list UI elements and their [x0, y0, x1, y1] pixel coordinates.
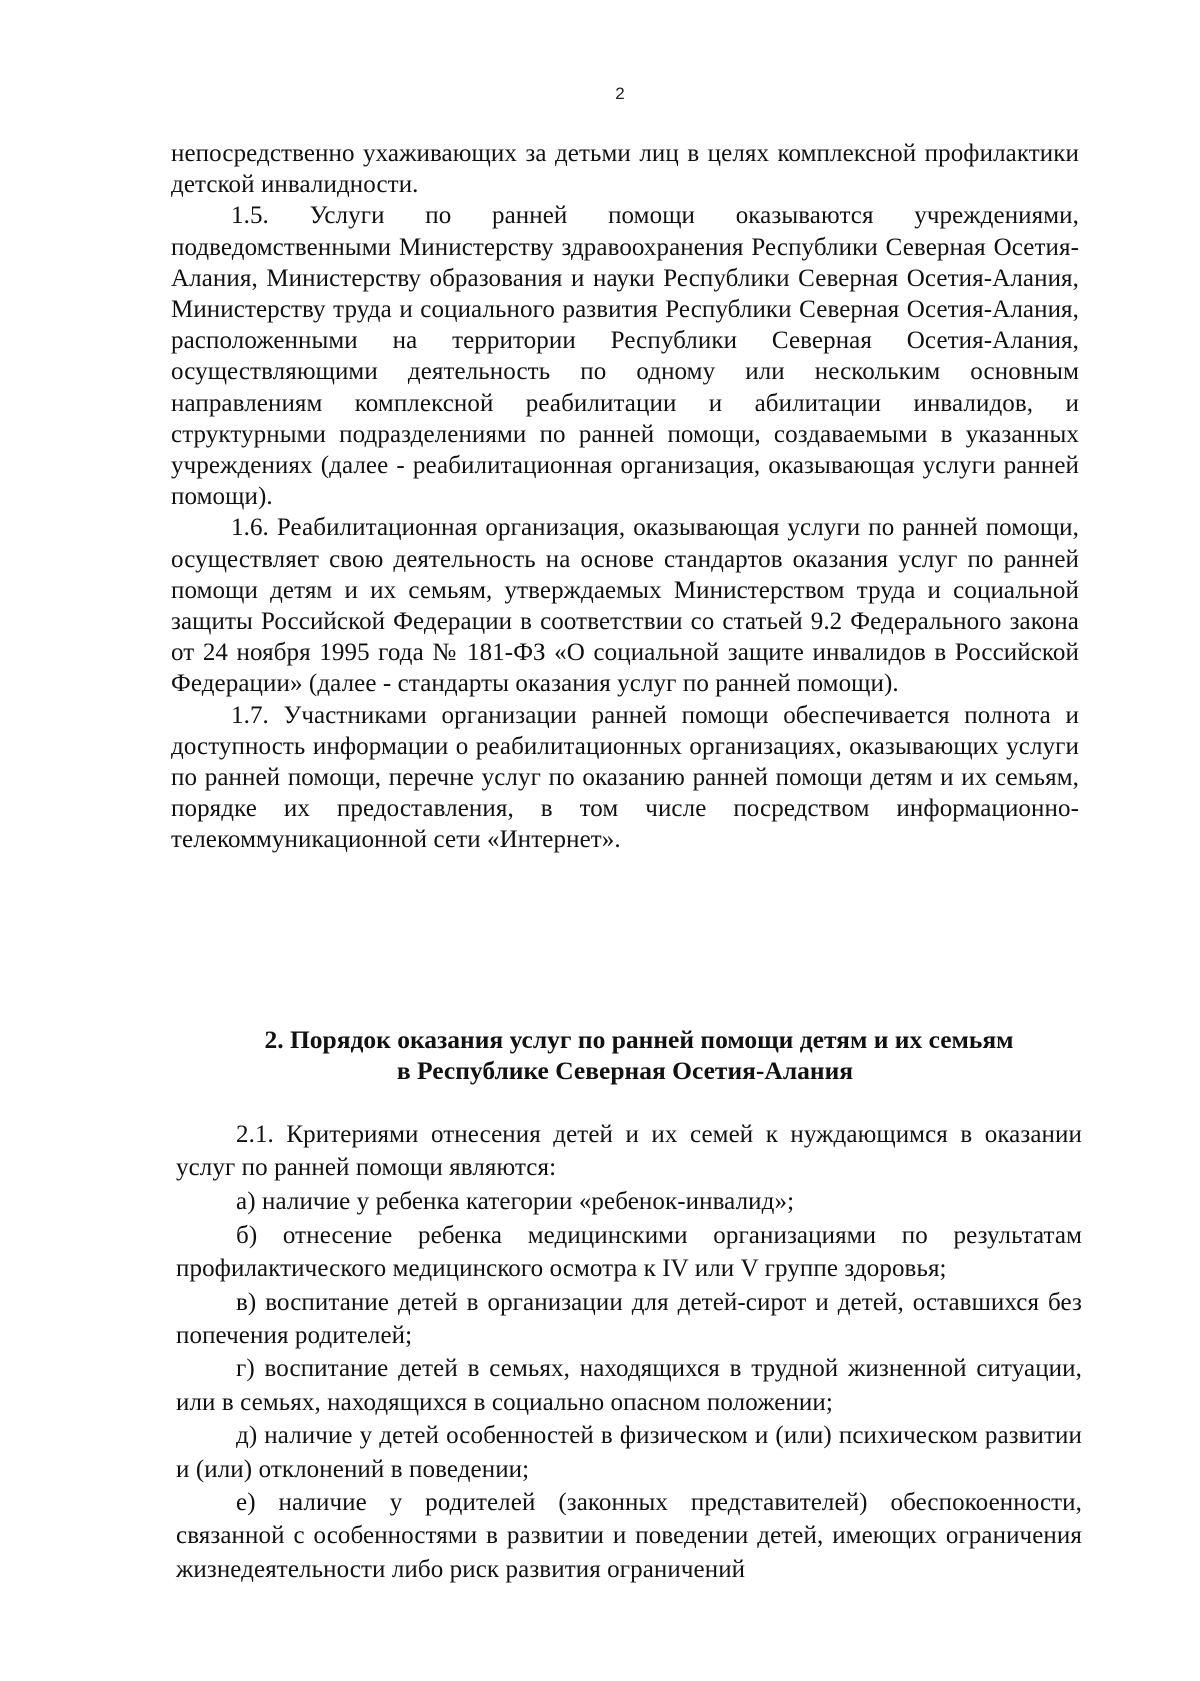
paragraph-continuation: непосредственно ухаживающих за детьми лиц в целях комплексной профилактики детской инвалидности.	[171, 140, 1079, 199]
paragraph-1-7: 1.7. Участниками организации ранней помощи обеспечивается полнота и доступность информации о реабилитационных организациях, оказывающих услуги по ранней помощи, перечне услуг по оказанию ранней помощи детям и их семьям, порядке их предоставления, в том числе посредством информационно-телекоммуникационной сети «Интернет».	[171, 701, 1079, 854]
list-item-b: б) отнесение ребенка медицинскими организациями по результатам профилактического медицинского осмотра к IV или V группе здоровья;	[176, 1221, 1082, 1282]
paragraph-2-1: 2.1. Критериями отнесения детей и их семей к нуждающимся в оказании услуг по ранней помощи являются:	[176, 1121, 1082, 1182]
list-item-v: в) воспитание детей в организации для детей-сирот и детей, оставшихся без попечения родителей;	[176, 1288, 1082, 1349]
list-item-g: г) воспитание детей в семьях, находящихся в трудной жизненной ситуации, или в семьях, находящихся в социально опасном положении;	[176, 1355, 1082, 1416]
list-item-e: е) наличие у родителей (законных представителей) обеспокоенности, связанной с особенностями в развитии и поведении детей, имеющих ограничения жизнедеятельности либо риск развития ограничений	[176, 1489, 1082, 1583]
body-text-section-1	[171, 138, 1079, 856]
page-number: 2	[615, 84, 625, 103]
section-2-heading-line-2: в Республике Северная Осетия-Алания	[396, 1056, 854, 1085]
paragraph-1-5: 1.5. Услуги по ранней помощи оказываются учреждениями, подведомственными Министерству здравоохранения Республики Северная Осетия-Алания, Министерству образования и науки Республики Северная Осетия-Алания, Министерству труда и социального развития Республики Северная Осетия-Алания, расположенными на территории Республики Северная Осетия-Алания, осуществляющими деятельность по одному или нескольким основным направлениям комплексной реабилитации и абилитации инвалидов, и структурными подразделениями по ранней помощи, создаваемыми в указанных учреждениях (далее - реабилитационная организация, оказывающая услуги ранней помощи).	[171, 202, 1079, 511]
section-2-heading	[171, 1024, 1079, 1086]
paragraph-1-6: 1.6. Реабилитационная организация, оказывающая услуги по ранней помощи, осуществляет свою деятельность на основе стандартов оказания услуг по ранней помощи детям и их семьям, утверждаемых Министерством труда и социальной защиты Российской Федерации в соответствии со статьей 9.2 Федерального закона от 24 ноября 1995 года № 181-ФЗ «О социальной защите инвалидов в Российской Федерации» (далее - стандарты оказания услуг по ранней помощи).	[171, 514, 1079, 698]
body-text-section-2	[176, 1118, 1082, 1586]
list-item-d: д) наличие у детей особенностей в физическом и (или) психическом развитии и (или) отклонений в поведении;	[176, 1422, 1082, 1483]
section-2-heading-line-1: 2. Порядок оказания услуг по ранней помощи детям и их семьям	[264, 1025, 1014, 1054]
list-item-a: а) наличие у ребенка категории «ребенок-инвалид»;	[236, 1187, 795, 1215]
